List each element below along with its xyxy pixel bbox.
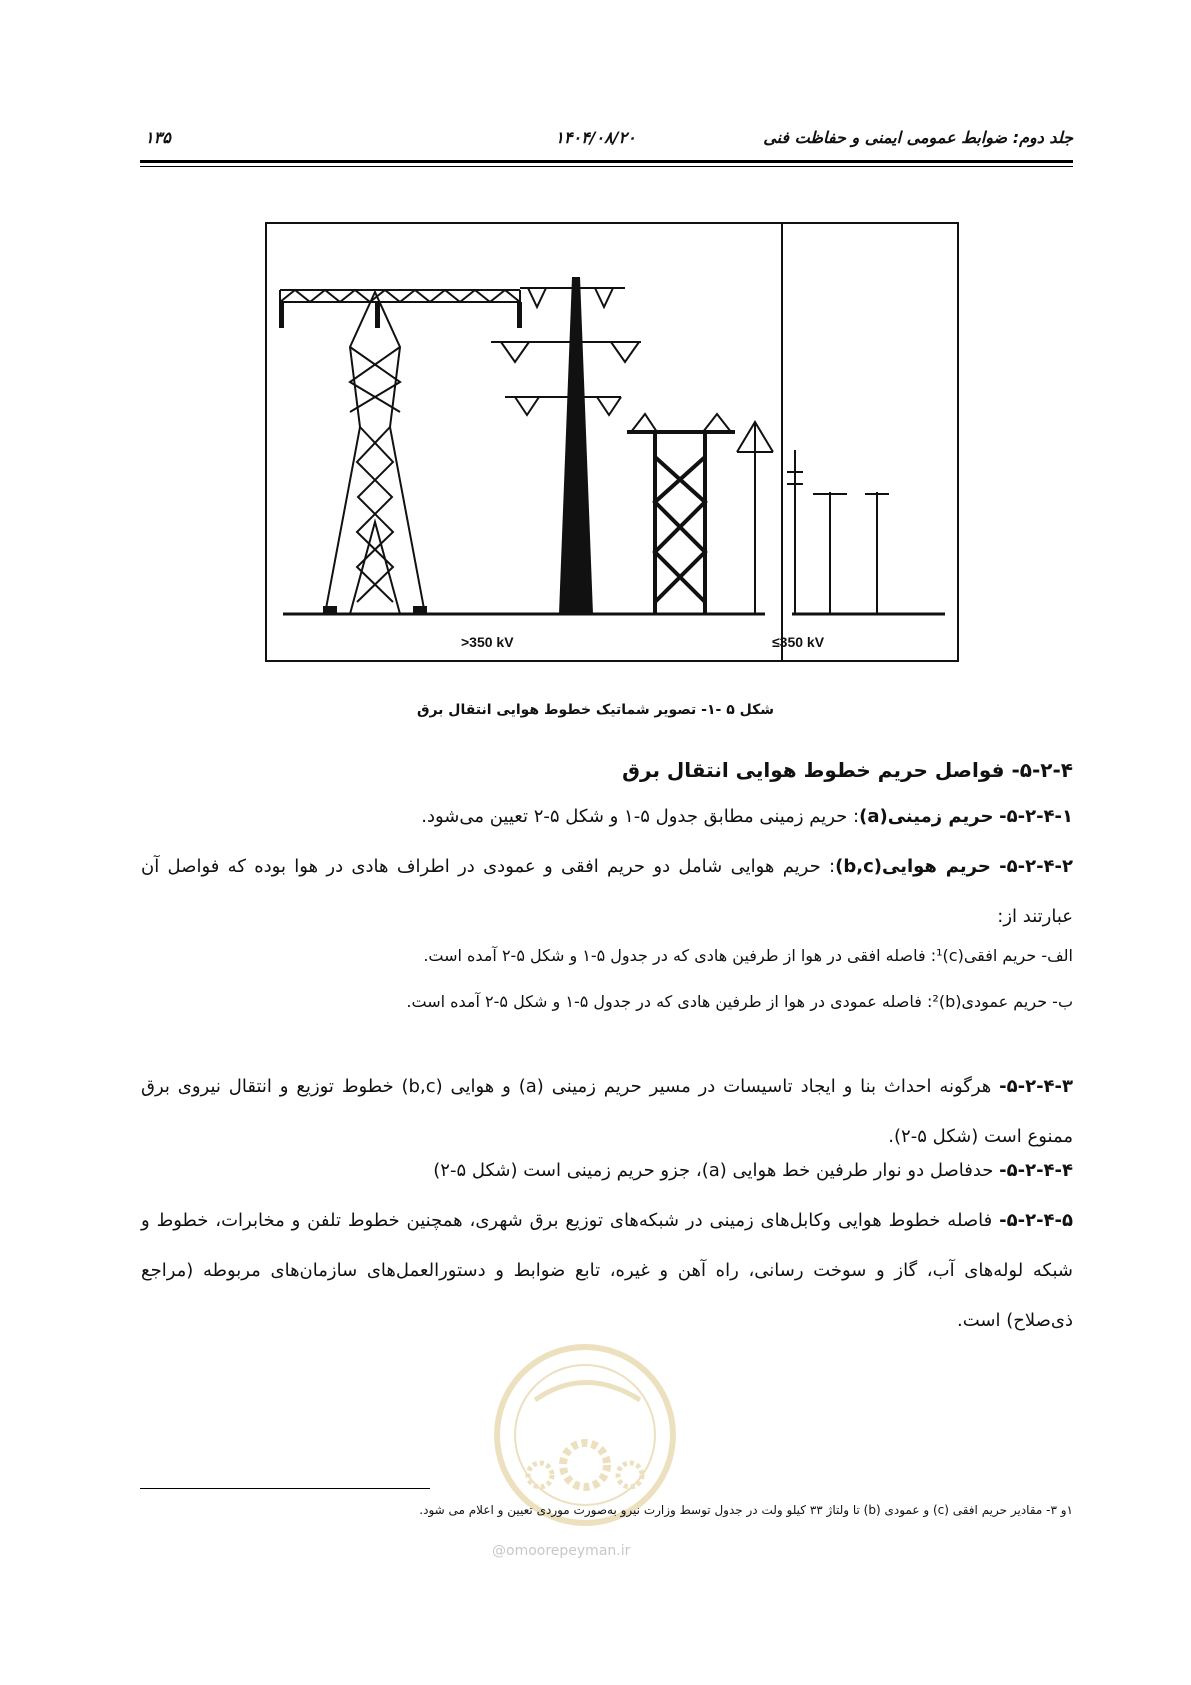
header-rule-thin <box>140 166 1073 167</box>
paragraph-construction-ban <box>141 1062 1073 1162</box>
footnote: ۱و ۳- مقادیر حریم افقی (c) و عمودی (b) تا ولتاژ ۳۳ کیلو ولت در جدول توسط وزارت نیرو به‌صورت موردی تعیین و اعلام می شود. <box>419 1503 1073 1517</box>
paragraph-air-privacy <box>141 842 1073 942</box>
paragraph-number: ۵-۲-۴-۵- <box>999 1210 1073 1231</box>
watermark-text: @omoorepeyman.ir <box>492 1543 631 1559</box>
paragraph-text: : حریم زمینی مطابق جدول ۵-۱ و شکل ۵-۲ تعیین می‌شود. <box>421 806 860 827</box>
paragraph-text: حدفاصل دو نوار طرفین خط هوایی (a)، جزو حریم زمینی است (شکل ۵-۲) <box>433 1160 1000 1181</box>
paragraph-ground-privacy <box>141 806 1073 827</box>
paragraph-utility-distances <box>141 1196 1073 1346</box>
term-air-privacy: حریم هوایی(b,c) <box>835 856 991 877</box>
header-title: جلد دوم: ضوابط عمومی ایمنی و حفاظت فنی <box>763 128 1073 147</box>
paragraph-number: ۵-۲-۴-۲- <box>999 856 1073 877</box>
paragraph-strip-distance <box>141 1160 1073 1181</box>
label-over-350kv: >350 kV <box>461 634 514 650</box>
paragraph-number: ۵-۲-۴-۳- <box>999 1076 1073 1097</box>
section-title: ۵-۲-۴- فواصل حریم خطوط هوایی انتقال برق <box>622 758 1073 782</box>
paragraph-text: فاصله خطوط هوایی وکابل‌های زمینی در شبکه‌های توزیع برق شهری، همچنین خطوط تلفن و مخابرات، خطوط و شبکه لوله‌های آب، گاز و سوخت رسانی، راه آهن و غیره، تابع ضوابط و دستورالعمل‌های سازمان‌های مربوطه (مراجع ذی‌صلاح) است. <box>141 1210 1073 1331</box>
footnote-rule <box>140 1488 430 1489</box>
page-number: ۱۳۵ <box>145 128 171 147</box>
watermark-logo-icon <box>490 1340 680 1530</box>
paragraph-text: هرگونه احداث بنا و ایجاد تاسیسات در مسیر حریم زمینی (a) و هوایی (b,c) خطوط توزیع و انتقال نیروی برق ممنوع است (شکل ۵-۲). <box>141 1076 1073 1147</box>
transmission-lines-figure <box>265 222 959 662</box>
term-ground-privacy: حریم زمینی(a) <box>859 806 994 827</box>
paragraph-horizontal: الف- حریم افقی(c)¹: فاصله افقی در هوا از طرفین هادی که در جدول ۵-۱ و شکل ۵-۲ آمده است. <box>423 946 1073 965</box>
paragraph-number: ۵-۲-۴-۴- <box>999 1160 1073 1181</box>
label-under-350kv: ≤350 kV <box>772 634 825 650</box>
header-date: ۱۴۰۴/۰۸/۲۰ <box>555 128 636 147</box>
paragraph-vertical: ب- حریم عمودی(b)²: فاصله عمودی در هوا از طرفین هادی که در جدول ۵-۱ و شکل ۵-۲ آمده است. <box>406 992 1073 1011</box>
header-rule-thick <box>140 160 1073 163</box>
paragraph-text: : حریم هوایی شامل دو حریم افقی و عمودی در اطراف هادی در هوا بوده که فواصل آن عبارتند از: <box>141 856 1073 927</box>
paragraph-number: ۵-۲-۴-۱- <box>999 806 1073 827</box>
figure-caption: شکل ۵ -۱- تصویر شماتیک خطوط هوایی انتقال برق <box>416 702 775 718</box>
